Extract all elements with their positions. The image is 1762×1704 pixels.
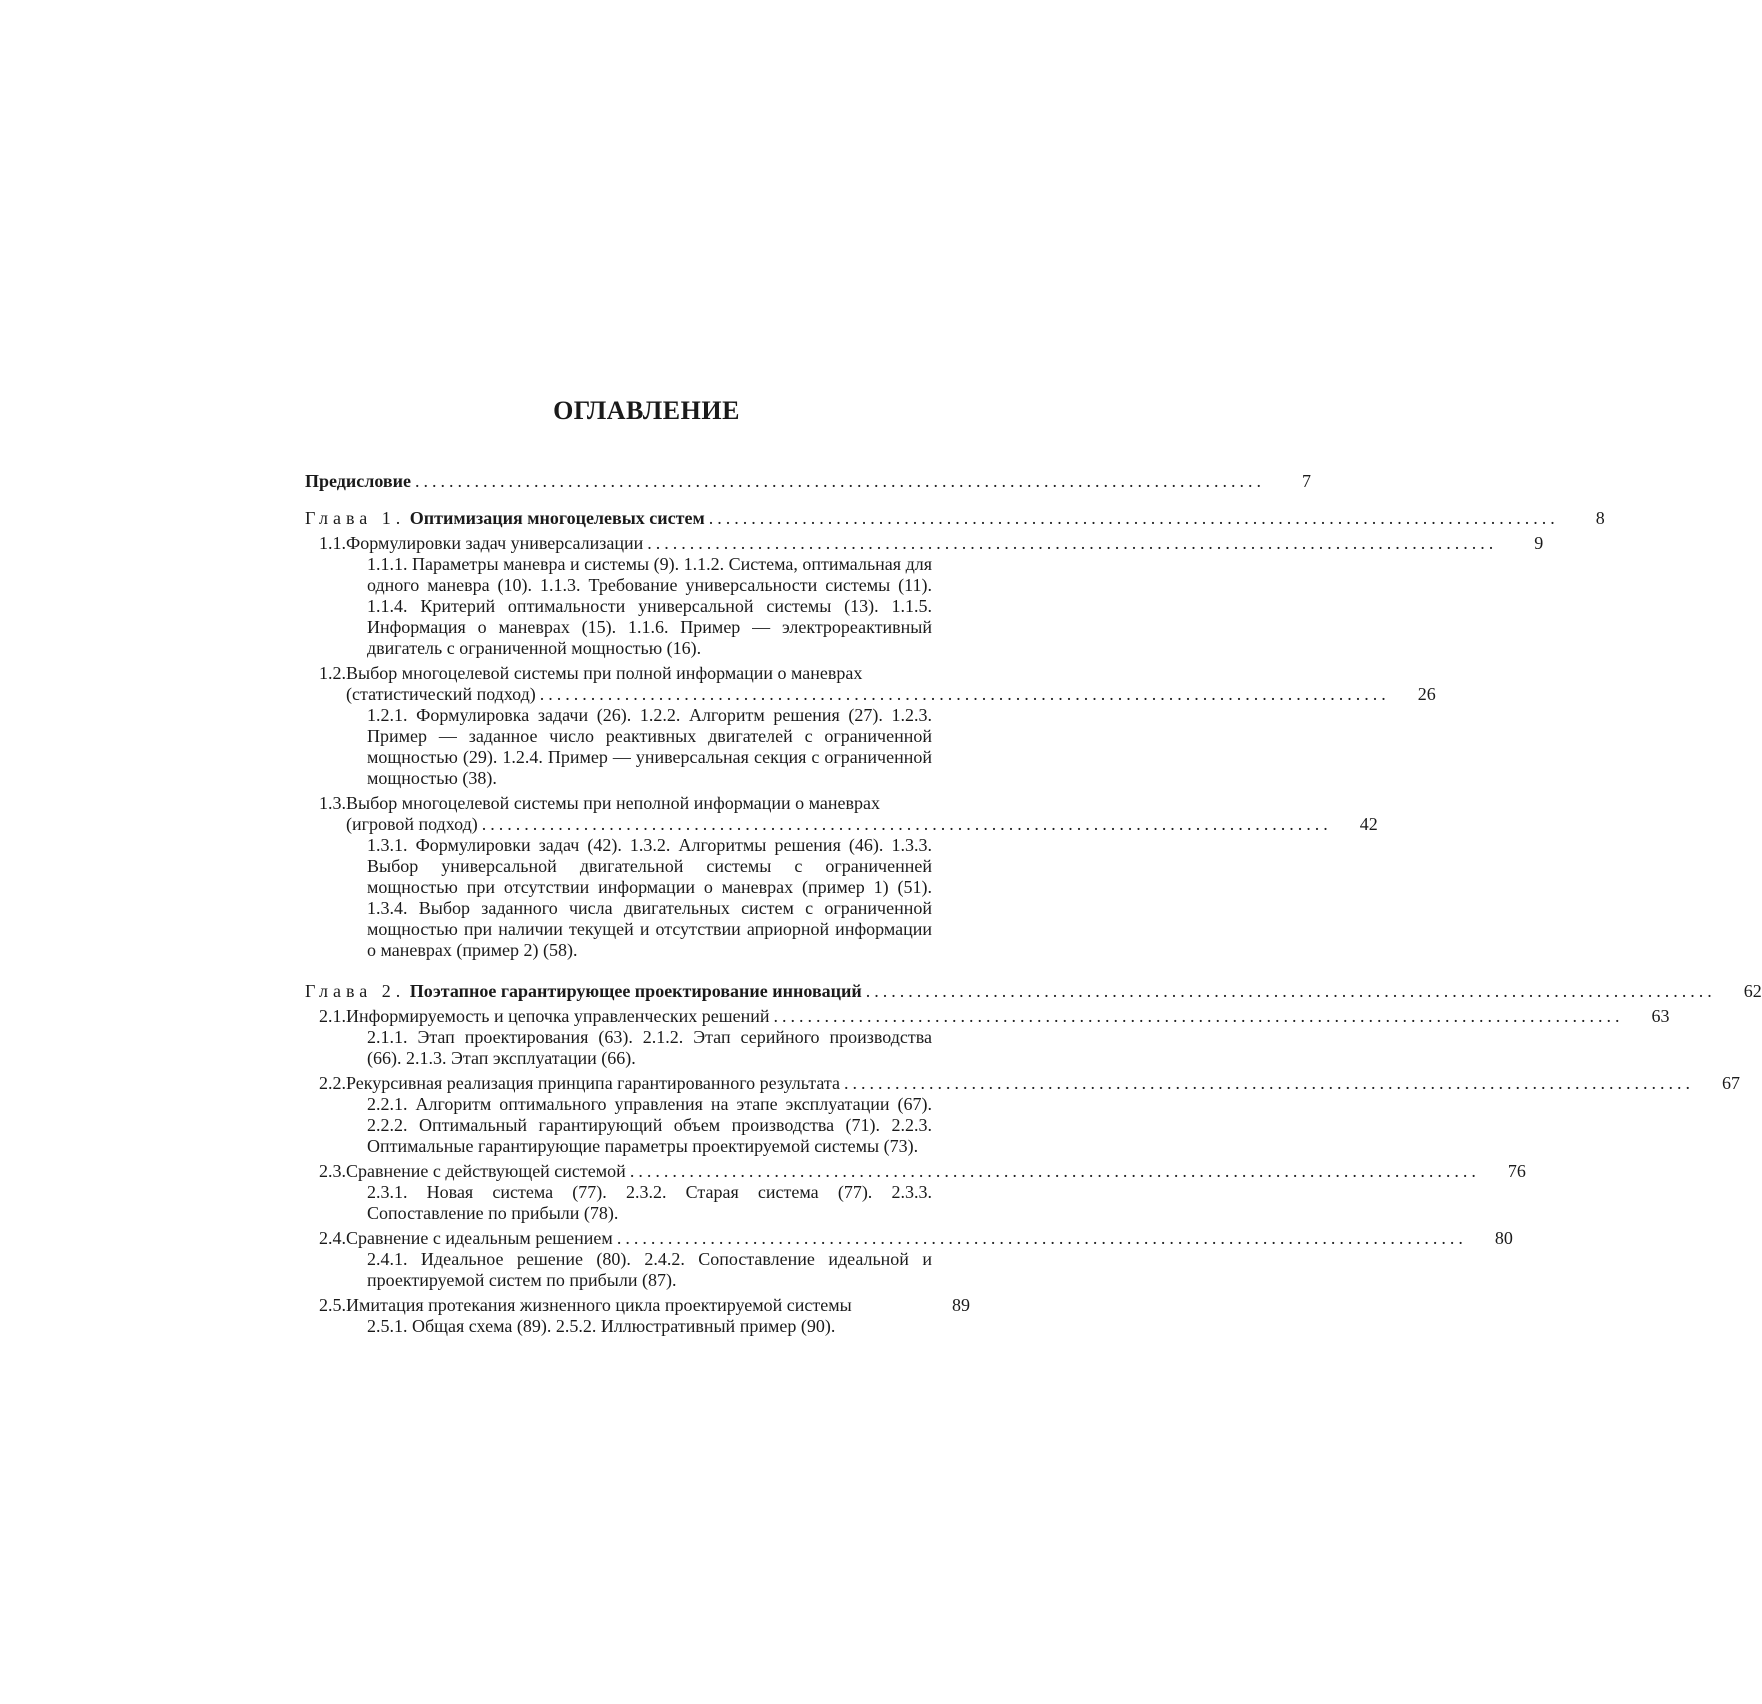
page-title: ОГЛАВЛЕНИЕ [553,396,740,425]
section-number: 2.5. [319,1295,346,1315]
subsection-list: 2.3.1. Новая система (77). 2.3.2. Старая система (77). 2.3.3. Сопоставление по прибыли (78). [367,1182,932,1223]
preface-label: Предисловие [305,471,411,491]
toc-section-2-4[interactable] [305,1228,1513,1291]
section-title: Выбор многоцелевой системы при неполной информации о маневрах [346,793,880,813]
leader-dots: .................................................................................................... [865,981,1716,1001]
section-number: 1.3. [319,793,346,813]
toc-section-1-3[interactable] [305,793,1378,961]
leader-dots: .................................................................................................... [616,1228,1467,1248]
section-title: Сравнение с действующей системой [346,1161,626,1181]
subsection-list: 1.1.1. Параметры маневра и системы (9). 1.1.2. Система, оптимальная для одного маневра (10). 1.1.3. Требование универсальности системы (11). 1.1.4. Критерий оптимальности универсальной системы (13). 1.1.5. Информация о маневрах (15). 1.1.6. Пример — электрореактивный двигатель с ограниченной мощностью (16). [367,554,932,658]
leader-dots: .................................................................................................... [414,471,1265,491]
page-number: 62 [1743,981,1762,1001]
leader-dots: .................................................................................................... [629,1161,1480,1181]
section-title: Информируемость и цепочка управленческих решений [346,1006,770,1026]
table-of-contents [305,471,1762,1337]
toc-section-2-2[interactable] [305,1073,1740,1157]
page-number: 8 [1595,508,1605,528]
page-number: 26 [1417,684,1436,704]
section-title-continued: (игровой подход) [346,814,478,834]
toc-section-1-1[interactable] [305,533,1544,659]
page-number: 67 [1721,1073,1740,1093]
leader-dots: .................................................................................................... [539,684,1390,704]
section-title: Формулировки задач универсализации [346,533,644,553]
subsection-list: 2.1.1. Этап проектирования (63). 2.1.2. Этап серийного производства (66). 2.1.3. Этап эксплуатации (66). [367,1027,932,1068]
leader-dots: .................................................................................................... [708,508,1559,528]
page-number: 80 [1494,1228,1513,1248]
toc-section-1-2[interactable] [305,663,1436,789]
section-number: 1.2. [319,663,346,683]
subsection-list: 2.4.1. Идеальное решение (80). 2.4.2. Сопоставление идеальной и проектируемой систем по прибыли (87). [367,1249,932,1290]
section-number: 2.4. [319,1228,346,1248]
page-number: 89 [952,1295,970,1315]
section-title: Рекурсивная реализация принципа гарантированного результата [346,1073,840,1093]
subsection-list: 1.3.1. Формулировки задач (42). 1.3.2. Алгоритмы решения (46). 1.3.3. Выбор универсальной двигательной системы с ограниченней мощностью при отсутствии информации о маневрах (пример 1) (51). 1.3.4. Выбор заданного числа двигательных систем с ограниченной мощностью при наличии текущей и отсутствии априорной информации о маневрах (пример 2) (58). [367,835,932,960]
toc-section-2-3[interactable] [305,1161,1526,1224]
section-number: 2.1. [319,1006,346,1026]
subsection-list: 2.2.1. Алгоритм оптимального управления на этапе эксплуатации (67). 2.2.2. Оптимальный гарантирующий объем производства (71). 2.2.3. Оптимальные гарантирующие параметры проектируемой системы (73). [367,1094,932,1156]
chapter-label: Глава 1. [305,508,406,528]
page-number: 7 [1301,471,1311,491]
toc-section-2-1[interactable] [305,1006,1670,1069]
section-title-continued: (статистический подход) [346,684,536,704]
section-number: 2.2. [319,1073,346,1093]
section-number: 1.1. [319,533,346,553]
toc-chapter-2[interactable] [305,981,1762,1002]
page-number: 63 [1651,1006,1670,1026]
chapter-label: Глава 2. [305,981,406,1001]
page-number: 9 [1534,533,1544,553]
section-title: Имитация протекания жизненного цикла проектируемой системы [346,1295,852,1315]
page-number: 42 [1359,814,1378,834]
subsection-list: 2.5.1. Общая схема (89). 2.5.2. Иллюстративный пример (90). [367,1316,836,1336]
leader-dots: .................................................................................................... [647,533,1498,553]
toc-section-2-5[interactable] [305,1295,970,1337]
section-title: Выбор многоцелевой системы при полной информации о маневрах [346,663,863,683]
chapter-title: Оптимизация многоцелевых систем [409,508,705,528]
leader-dots: .................................................................................................... [773,1006,1624,1026]
section-number: 2.3. [319,1161,346,1181]
toc-chapter-1[interactable] [305,508,1605,529]
page-number: 76 [1507,1161,1526,1181]
section-title: Сравнение с идеальным решением [346,1228,613,1248]
leader-dots: .................................................................................................... [481,814,1332,834]
chapter-title: Поэтапное гарантирующее проектирование инноваций [409,981,862,1001]
toc-entry-preface[interactable] [305,471,1311,492]
subsection-list: 1.2.1. Формулировка задачи (26). 1.2.2. Алгоритм решения (27). 1.2.3. Пример — заданное число реактивных двигателей с ограниченной мощностью (29). 1.2.4. Пример — универсальная секция с ограниченной мощностью (38). [367,705,932,788]
leader-dots: .................................................................................................... [843,1073,1694,1093]
